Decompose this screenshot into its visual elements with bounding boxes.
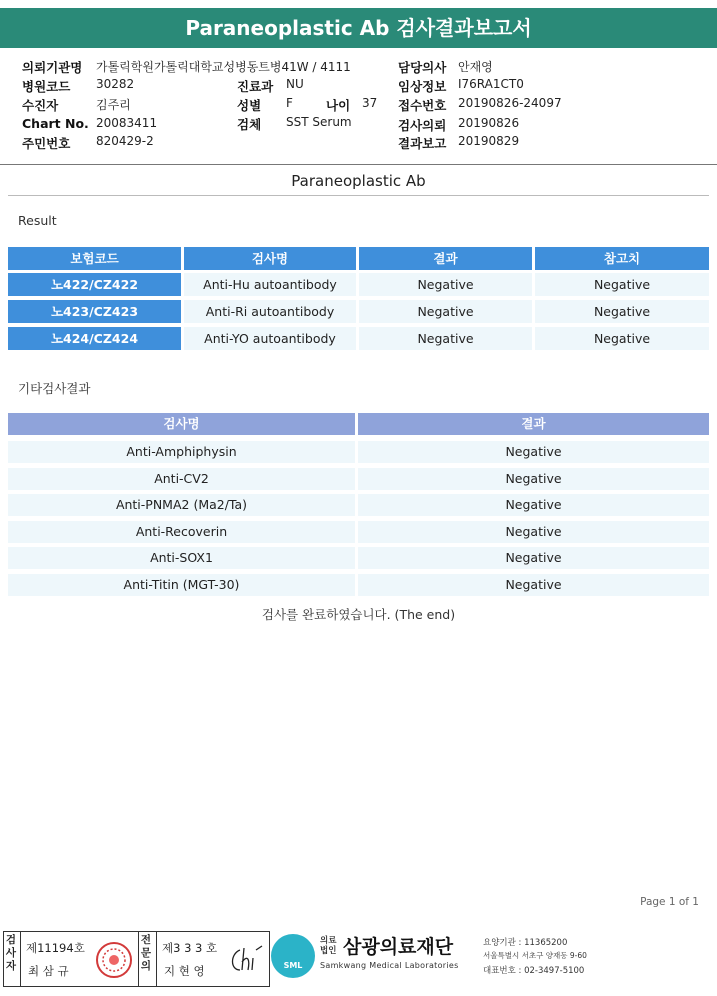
result-row-result: Negative <box>359 327 532 350</box>
header-insurance-code: 보험코드 <box>8 247 181 270</box>
tester-seal-icon <box>94 940 134 980</box>
other-row-result: Negative <box>358 468 709 490</box>
other-row-result: Negative <box>358 574 709 596</box>
hospital-code-label: 병원코드 <box>22 79 71 94</box>
header-result: 결과 <box>359 247 532 270</box>
section-title: Paraneoplastic Ab <box>291 172 426 190</box>
care-number: 요양기관 : 11365200 <box>483 938 568 948</box>
page-indicator: Page 1 of 1 <box>640 896 699 908</box>
specialist-signature-icon <box>226 940 266 978</box>
org-name-en: Samkwang Medical Laboratories <box>320 961 459 970</box>
org-phone: 대표번호 : 02-3497-5100 <box>483 966 585 976</box>
specimen-label: 검체 <box>237 117 262 132</box>
sex-value: F <box>286 96 293 110</box>
result-row-result: Negative <box>359 273 532 296</box>
age-label: 나이 <box>326 98 351 113</box>
hospital-code-value: 30282 <box>96 77 135 91</box>
specialist-name: 지 현 영 <box>164 964 205 978</box>
report-title: Paraneoplastic Ab 검사결과보고서 <box>0 8 717 48</box>
dept-value: NU <box>286 77 304 91</box>
section-divider <box>8 195 709 196</box>
age-value: 37 <box>362 96 378 110</box>
chart-label: Chart No. <box>22 116 89 131</box>
other-row-result: Negative <box>358 547 709 569</box>
other-row-name: Anti-Recoverin <box>8 521 355 543</box>
result-row-code: 노424/CZ424 <box>8 327 181 350</box>
sex-label: 성별 <box>237 98 262 113</box>
result-row-reference: Negative <box>535 273 709 296</box>
tester-no: 제11194호 <box>26 941 85 955</box>
other-row-name: Anti-PNMA2 (Ma2/Ta) <box>8 494 355 516</box>
result-row-name: Anti-Ri autoantibody <box>184 300 356 323</box>
signature-divider <box>20 932 21 986</box>
result-report-label: 결과보고 <box>398 136 447 151</box>
other-header-test-name: 검사명 <box>8 413 355 435</box>
chart-value: 20083411 <box>96 116 158 130</box>
receipt-no-label: 접수번호 <box>398 98 447 113</box>
result-row-code: 노422/CZ422 <box>8 273 181 296</box>
result-row-code: 노423/CZ423 <box>8 300 181 323</box>
org-name: 삼광의료재단 <box>343 936 454 958</box>
clinical-info-label: 임상정보 <box>398 79 447 94</box>
doctor-label: 담당의사 <box>398 60 447 75</box>
header-reference: 참고치 <box>535 247 709 270</box>
result-row-name: Anti-YO autoantibody <box>184 327 356 350</box>
signature-divider <box>156 932 157 986</box>
patient-info-block <box>0 52 717 165</box>
result-caption: Result <box>18 213 57 228</box>
org-address: 서울특별시 서초구 양재동 9-60 <box>483 951 587 960</box>
doctor-value: 안재영 <box>458 60 493 74</box>
resident-no-label: 주민번호 <box>22 136 71 151</box>
test-request-value: 20190826 <box>458 116 520 130</box>
dept-label: 진료과 <box>237 79 274 94</box>
specimen-value: SST Serum <box>286 115 352 129</box>
receipt-no-value: 20190826-24097 <box>458 96 562 110</box>
signature-box <box>3 931 270 987</box>
result-row-reference: Negative <box>535 327 709 350</box>
institution-value: 가톨릭학원가톨릭대학교성병동트병41W / 4111 <box>96 60 351 74</box>
examinee-value: 김주리 <box>96 98 131 112</box>
test-request-label: 검사의뢰 <box>398 118 447 133</box>
header-test-name: 검사명 <box>184 247 356 270</box>
clinical-info-value: I76RA1CT0 <box>458 77 524 91</box>
other-results-caption: 기타검사결과 <box>18 381 91 396</box>
result-report-value: 20190829 <box>458 134 520 148</box>
other-row-name: Anti-CV2 <box>8 468 355 490</box>
other-row-result: Negative <box>358 441 709 463</box>
specialist-vlabel: 전문의 <box>140 934 152 972</box>
other-header-result: 결과 <box>358 413 709 435</box>
result-row-name: Anti-Hu autoantibody <box>184 273 356 296</box>
institution-label: 의뢰기관명 <box>22 60 83 75</box>
sml-logo-icon: SML <box>271 934 315 978</box>
other-row-result: Negative <box>358 494 709 516</box>
examinee-label: 수진자 <box>22 98 59 113</box>
tester-vlabel: 검사자 <box>5 934 17 972</box>
other-row-result: Negative <box>358 521 709 543</box>
other-row-name: Anti-Titin (MGT-30) <box>8 574 355 596</box>
resident-no-value: 820429-2 <box>96 134 154 148</box>
specialist-no: 제3 3 3 호 <box>162 941 218 955</box>
other-row-name: Anti-SOX1 <box>8 547 355 569</box>
result-row-reference: Negative <box>535 300 709 323</box>
other-row-name: Anti-Amphiphysin <box>8 441 355 463</box>
tester-name: 최 삼 규 <box>28 964 69 978</box>
org-kind: 의료 법인 <box>320 936 337 956</box>
signature-divider <box>138 932 139 986</box>
result-row-result: Negative <box>359 300 532 323</box>
end-text: 검사를 완료하였습니다. (The end) <box>261 607 456 622</box>
